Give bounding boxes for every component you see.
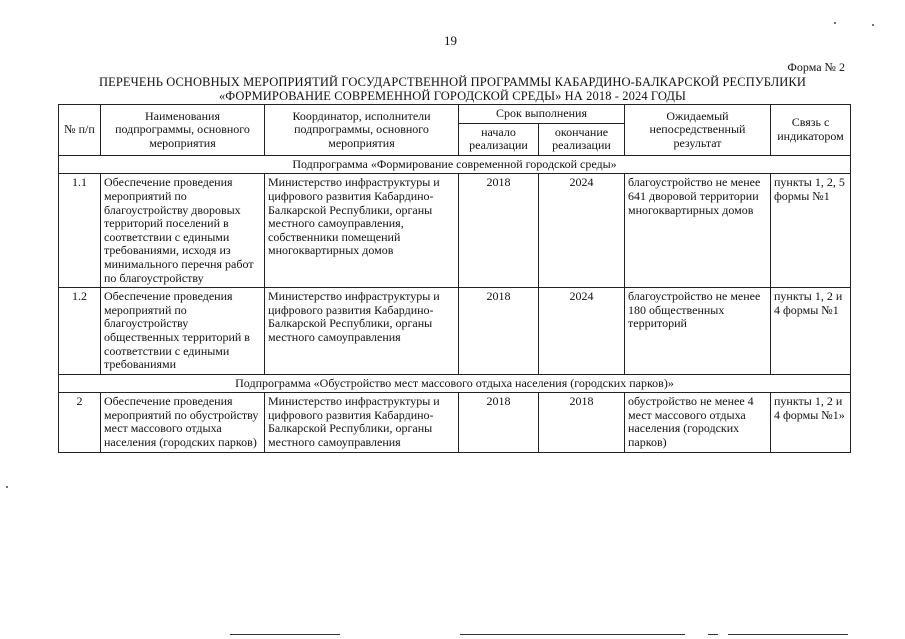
- row-link: пункты 1, 2 и 4 формы №1: [771, 288, 851, 375]
- row-name: Обеспечение проведения мероприятий по благоустройству дворовых территорий поселений в соответствии с едиными требованиями, исходя из минимального перечня работ по благоустройству: [101, 174, 265, 288]
- row-result: обустройство не менее 4 мест массового отдыха населения (городских парков): [625, 393, 771, 452]
- row-num: 1.2: [59, 288, 101, 375]
- table-row: [59, 393, 851, 452]
- page-number: 19: [444, 33, 457, 48]
- scan-speck: [834, 22, 836, 24]
- title-line-2: «ФОРМИРОВАНИЕ СОВРЕМЕННОЙ ГОРОДСКОЙ СРЕДЫ» НА 2018 - 2024 ГОДЫ: [218, 89, 687, 103]
- row-coordinator: Министерство инфраструктуры и цифрового развития Кабардино-Балкарской Республики, органы местного самоуправления, собственники помещений многоквартирных домов: [265, 174, 459, 288]
- subprogram-title: Подпрограмма «Обустройство мест массового отдыха населения (городских парков)»: [59, 374, 851, 393]
- subprogram-title: Подпрограмма «Формирование современной городской среды»: [59, 155, 851, 174]
- scan-artifact-line: [230, 634, 340, 635]
- row-coordinator: Министерство инфраструктуры и цифрового развития Кабардино-Балкарской Республики, органы местного самоуправления: [265, 288, 459, 375]
- title-line-1: ПЕРЕЧЕНЬ ОСНОВНЫХ МЕРОПРИЯТИЙ ГОСУДАРСТВЕННОЙ ПРОГРАММЫ КАБАРДИНО-БАЛКАРСКОЙ РЕСПУБЛИКИ: [98, 75, 807, 89]
- scan-speck: [6, 486, 8, 488]
- subprogram-row: [59, 155, 851, 174]
- row-link: пункты 1, 2, 5 формы №1: [771, 174, 851, 288]
- row-link: пункты 1, 2 и 4 формы №1»: [771, 393, 851, 452]
- scan-artifact-line: [708, 634, 718, 635]
- header-num: № п/п: [59, 105, 101, 156]
- table-row: [59, 174, 851, 288]
- table-row: [59, 288, 851, 375]
- document-title: [60, 75, 845, 103]
- header-start: начало реализации: [459, 123, 539, 155]
- scan-artifact-line: [728, 634, 848, 635]
- header-term: Срок выполнения: [459, 105, 625, 124]
- row-name: Обеспечение проведения мероприятий по обустройству мест массового отдыха населения (городских парков): [101, 393, 265, 452]
- header-row-1: [59, 105, 851, 124]
- row-result: благоустройство не менее 180 общественных территорий: [625, 288, 771, 375]
- row-num: 2: [59, 393, 101, 452]
- header-coordinator: Координатор, исполнители подпрограммы, основного мероприятия: [265, 105, 459, 156]
- header-result: Ожидаемый непосредственный результат: [625, 105, 771, 156]
- row-start: 2018: [459, 393, 539, 452]
- row-result: благоустройство не менее 641 дворовой территории многоквартирных домов: [625, 174, 771, 288]
- form-label: Форма № 2: [787, 60, 845, 74]
- measures-table: [58, 104, 851, 453]
- subprogram-row: [59, 374, 851, 393]
- header-name: Наименования подпрограммы, основного мероприятия: [101, 105, 265, 156]
- row-end: 2018: [539, 393, 625, 452]
- row-name: Обеспечение проведения мероприятий по благоустройству общественных территорий в соответствии с едиными требованиями: [101, 288, 265, 375]
- row-end: 2024: [539, 174, 625, 288]
- row-start: 2018: [459, 288, 539, 375]
- row-end: 2024: [539, 288, 625, 375]
- row-coordinator: Министерство инфраструктуры и цифрового развития Кабардино-Балкарской Республики, органы местного самоуправления: [265, 393, 459, 452]
- row-num: 1.1: [59, 174, 101, 288]
- scan-speck: [872, 24, 874, 26]
- header-link: Связь с индикатором: [771, 105, 851, 156]
- scan-artifact-line: [460, 634, 685, 635]
- header-end: окончание реализации: [539, 123, 625, 155]
- row-start: 2018: [459, 174, 539, 288]
